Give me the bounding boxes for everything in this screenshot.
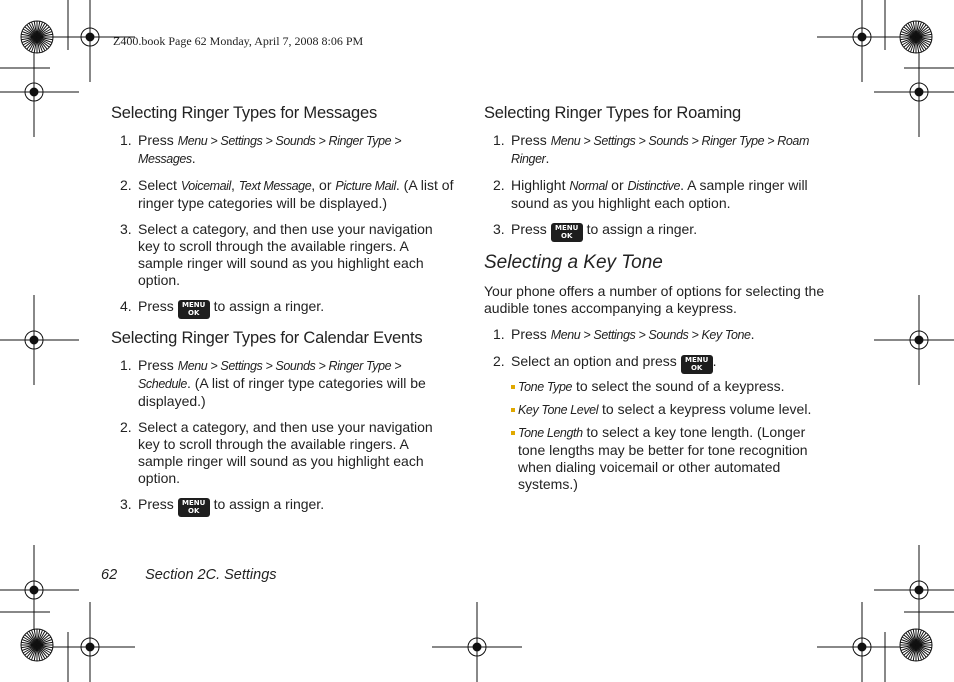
section-title-calendar: Selecting Ringer Types for Calendar Events (111, 329, 423, 347)
left-column (111, 104, 456, 527)
page-number: 62 (101, 567, 118, 583)
crosshair-registration-mark (817, 602, 907, 682)
bullet-square-icon (511, 385, 515, 389)
key-tone-intro: Your phone offers a number of options for selecting the audible tones accompanying a keypress. (484, 283, 825, 316)
sunburst-registration-mark (21, 21, 53, 53)
steps-roaming (484, 132, 836, 242)
step-item: 3. Select a category, and then use your navigation key to scroll through the available ringers. A sample ringer will sound as you highlight each option. (120, 221, 433, 288)
crosshair-registration-mark (817, 0, 907, 82)
sunburst-registration-mark (900, 21, 932, 53)
right-column (484, 104, 836, 498)
step-item: 2. Select an option and press MENU OK . (493, 353, 717, 372)
step-item: 3. Press MENU OK to assign a ringer. (120, 496, 325, 515)
key-tone-options (484, 378, 836, 493)
step-item: 1. Press Menu > Settings > Sounds > Ringer Type > Messages. (120, 132, 402, 166)
step-item: 4. Press MENU OK to assign a ringer. (120, 298, 325, 317)
menu-ok-key-icon: MENU OK (178, 300, 210, 319)
crosshair-registration-mark (0, 47, 79, 137)
bullet-square-icon (511, 408, 515, 412)
section-title-roaming: Selecting Ringer Types for Roaming (484, 104, 742, 122)
crosshair-registration-mark (432, 602, 522, 682)
page-footer (101, 567, 277, 583)
menu-ok-key-icon: MENU OK (178, 498, 210, 517)
crosshair-registration-mark (874, 295, 954, 385)
crosshair-registration-mark (874, 545, 954, 635)
steps-key-tone (484, 326, 836, 374)
step-item: 1. Press Menu > Settings > Sounds > Ringer Type > Roam Ringer. (493, 132, 810, 166)
crosshair-registration-mark (45, 602, 135, 682)
steps-calendar (111, 357, 456, 517)
list-item: Key Tone Level to select a keypress volume level. (511, 401, 836, 419)
list-item: Tone Length to select a key tone length. (Longer tone lengths may be better for tone recognition when dialing voicemail or other automated systems.) (511, 424, 836, 493)
menu-ok-key-icon: MENU OK (551, 223, 583, 242)
sunburst-registration-mark (900, 629, 932, 661)
menu-path: Menu > Settings > Sounds > Ringer Type > Roam Ringer (511, 134, 810, 166)
menu-path: Menu > Settings > Sounds > Key Tone (550, 328, 751, 342)
step-item: 2. Highlight Normal or Distinctive. A sample ringer will sound as you highlight each option. (493, 177, 808, 211)
section-title-key-tone: Selecting a Key Tone (484, 252, 663, 273)
step-item: 2. Select Voicemail, Text Message, or Picture Mail. (A list of ringer type categories will be displayed.) (120, 177, 454, 211)
crosshair-registration-mark (874, 47, 954, 137)
menu-ok-key-icon: MENU OK (681, 355, 713, 374)
section-title-messages: Selecting Ringer Types for Messages (111, 104, 377, 122)
menu-path: Menu > Settings > Sounds > Ringer Type > Messages (138, 134, 402, 166)
step-item: 1. Press Menu > Settings > Sounds > Key Tone. (493, 326, 755, 342)
crosshair-registration-mark (0, 295, 79, 385)
section-name: Section 2C. Settings (145, 567, 277, 583)
step-item: 3. Press MENU OK to assign a ringer. (493, 221, 698, 240)
sunburst-registration-mark (21, 629, 53, 661)
menu-path: Menu > Settings > Sounds > Ringer Type > Schedule (138, 359, 402, 391)
list-item: Tone Type to select the sound of a keypress. (511, 378, 836, 396)
step-item: 2. Select a category, and then use your navigation key to scroll through the available ringers. A sample ringer will sound as you highlight each option. (120, 419, 433, 486)
step-item: 1. Press Menu > Settings > Sounds > Ringer Type > Schedule. (A list of ringer type categories will be displayed.) (120, 357, 426, 409)
crosshair-registration-mark (0, 545, 79, 635)
book-info-header: Z400.book Page 62 Monday, April 7, 2008 8:06 PM (113, 34, 364, 48)
bullet-square-icon (511, 431, 515, 435)
steps-messages (111, 132, 456, 319)
